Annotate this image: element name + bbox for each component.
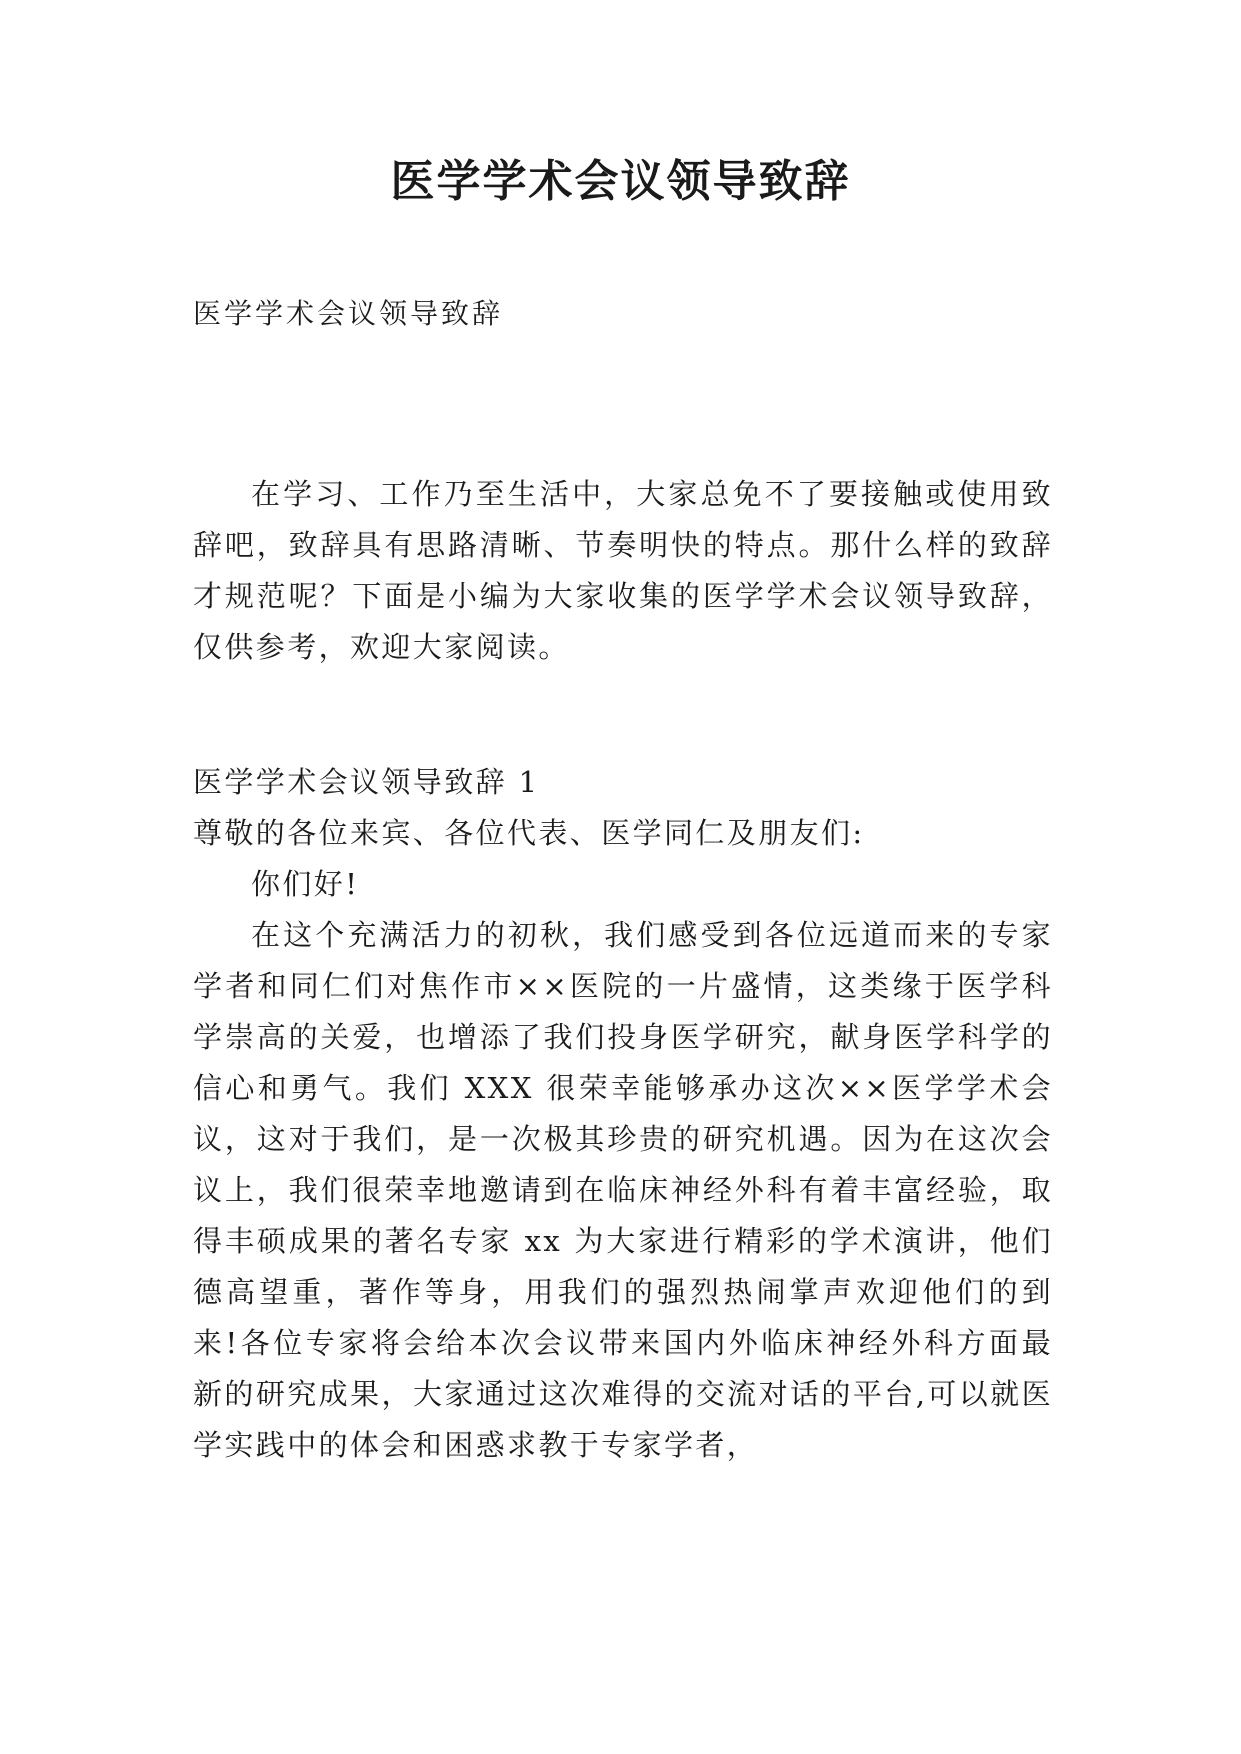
document-title: 医学学术会议领导致辞 xyxy=(390,156,851,207)
speech-section xyxy=(193,757,1053,1471)
greeting: 你们好! xyxy=(251,867,360,901)
main-paragraph: 在这个充满活力的初秋，我们感受到各位远道而来的专家学者和同仁们对焦作市××医院的一片盛情，这类缘于医学科学崇高的关爱，也增添了我们投身医学研究，献身医学科学的信心和勇气。我们 XXX 很荣幸能够承办这次××医学学术会议，这对于我们，是一次极其珍贵的研究机遇。因为在这次会议上，我们很荣幸地邀请到在临床神经外科有着丰富经验，取得丰硕成果的著名专家 xx 为大家进行精彩的学术演讲，他们德高望重，著作等身，用我们的强烈热闹掌声欢迎他们的到来!各位专家将会给本次会议带来国内外临床神经外科方面最新的研究成果，大家通过这次难得的交流对话的平台,可以就医学实践中的体会和困惑求教于专家学者， xyxy=(193,918,1053,1462)
document-subtitle: 医学学术会议领导致辞 xyxy=(193,297,504,330)
intro-section xyxy=(193,469,1053,673)
intro-paragraph: 在学习、工作乃至生活中，大家总免不了要接触或使用致辞吧，致辞具有思路清晰、节奏明快的特点。那什么样的致辞才规范呢？下面是小编为大家收集的医学学术会议领导致辞，仅供参考，欢迎大家阅读。 xyxy=(193,477,1053,664)
salutation: 尊敬的各位来宾、各位代表、医学同仁及朋友们: xyxy=(193,816,865,850)
section-heading: 医学学术会议领导致辞 1 xyxy=(193,765,540,799)
